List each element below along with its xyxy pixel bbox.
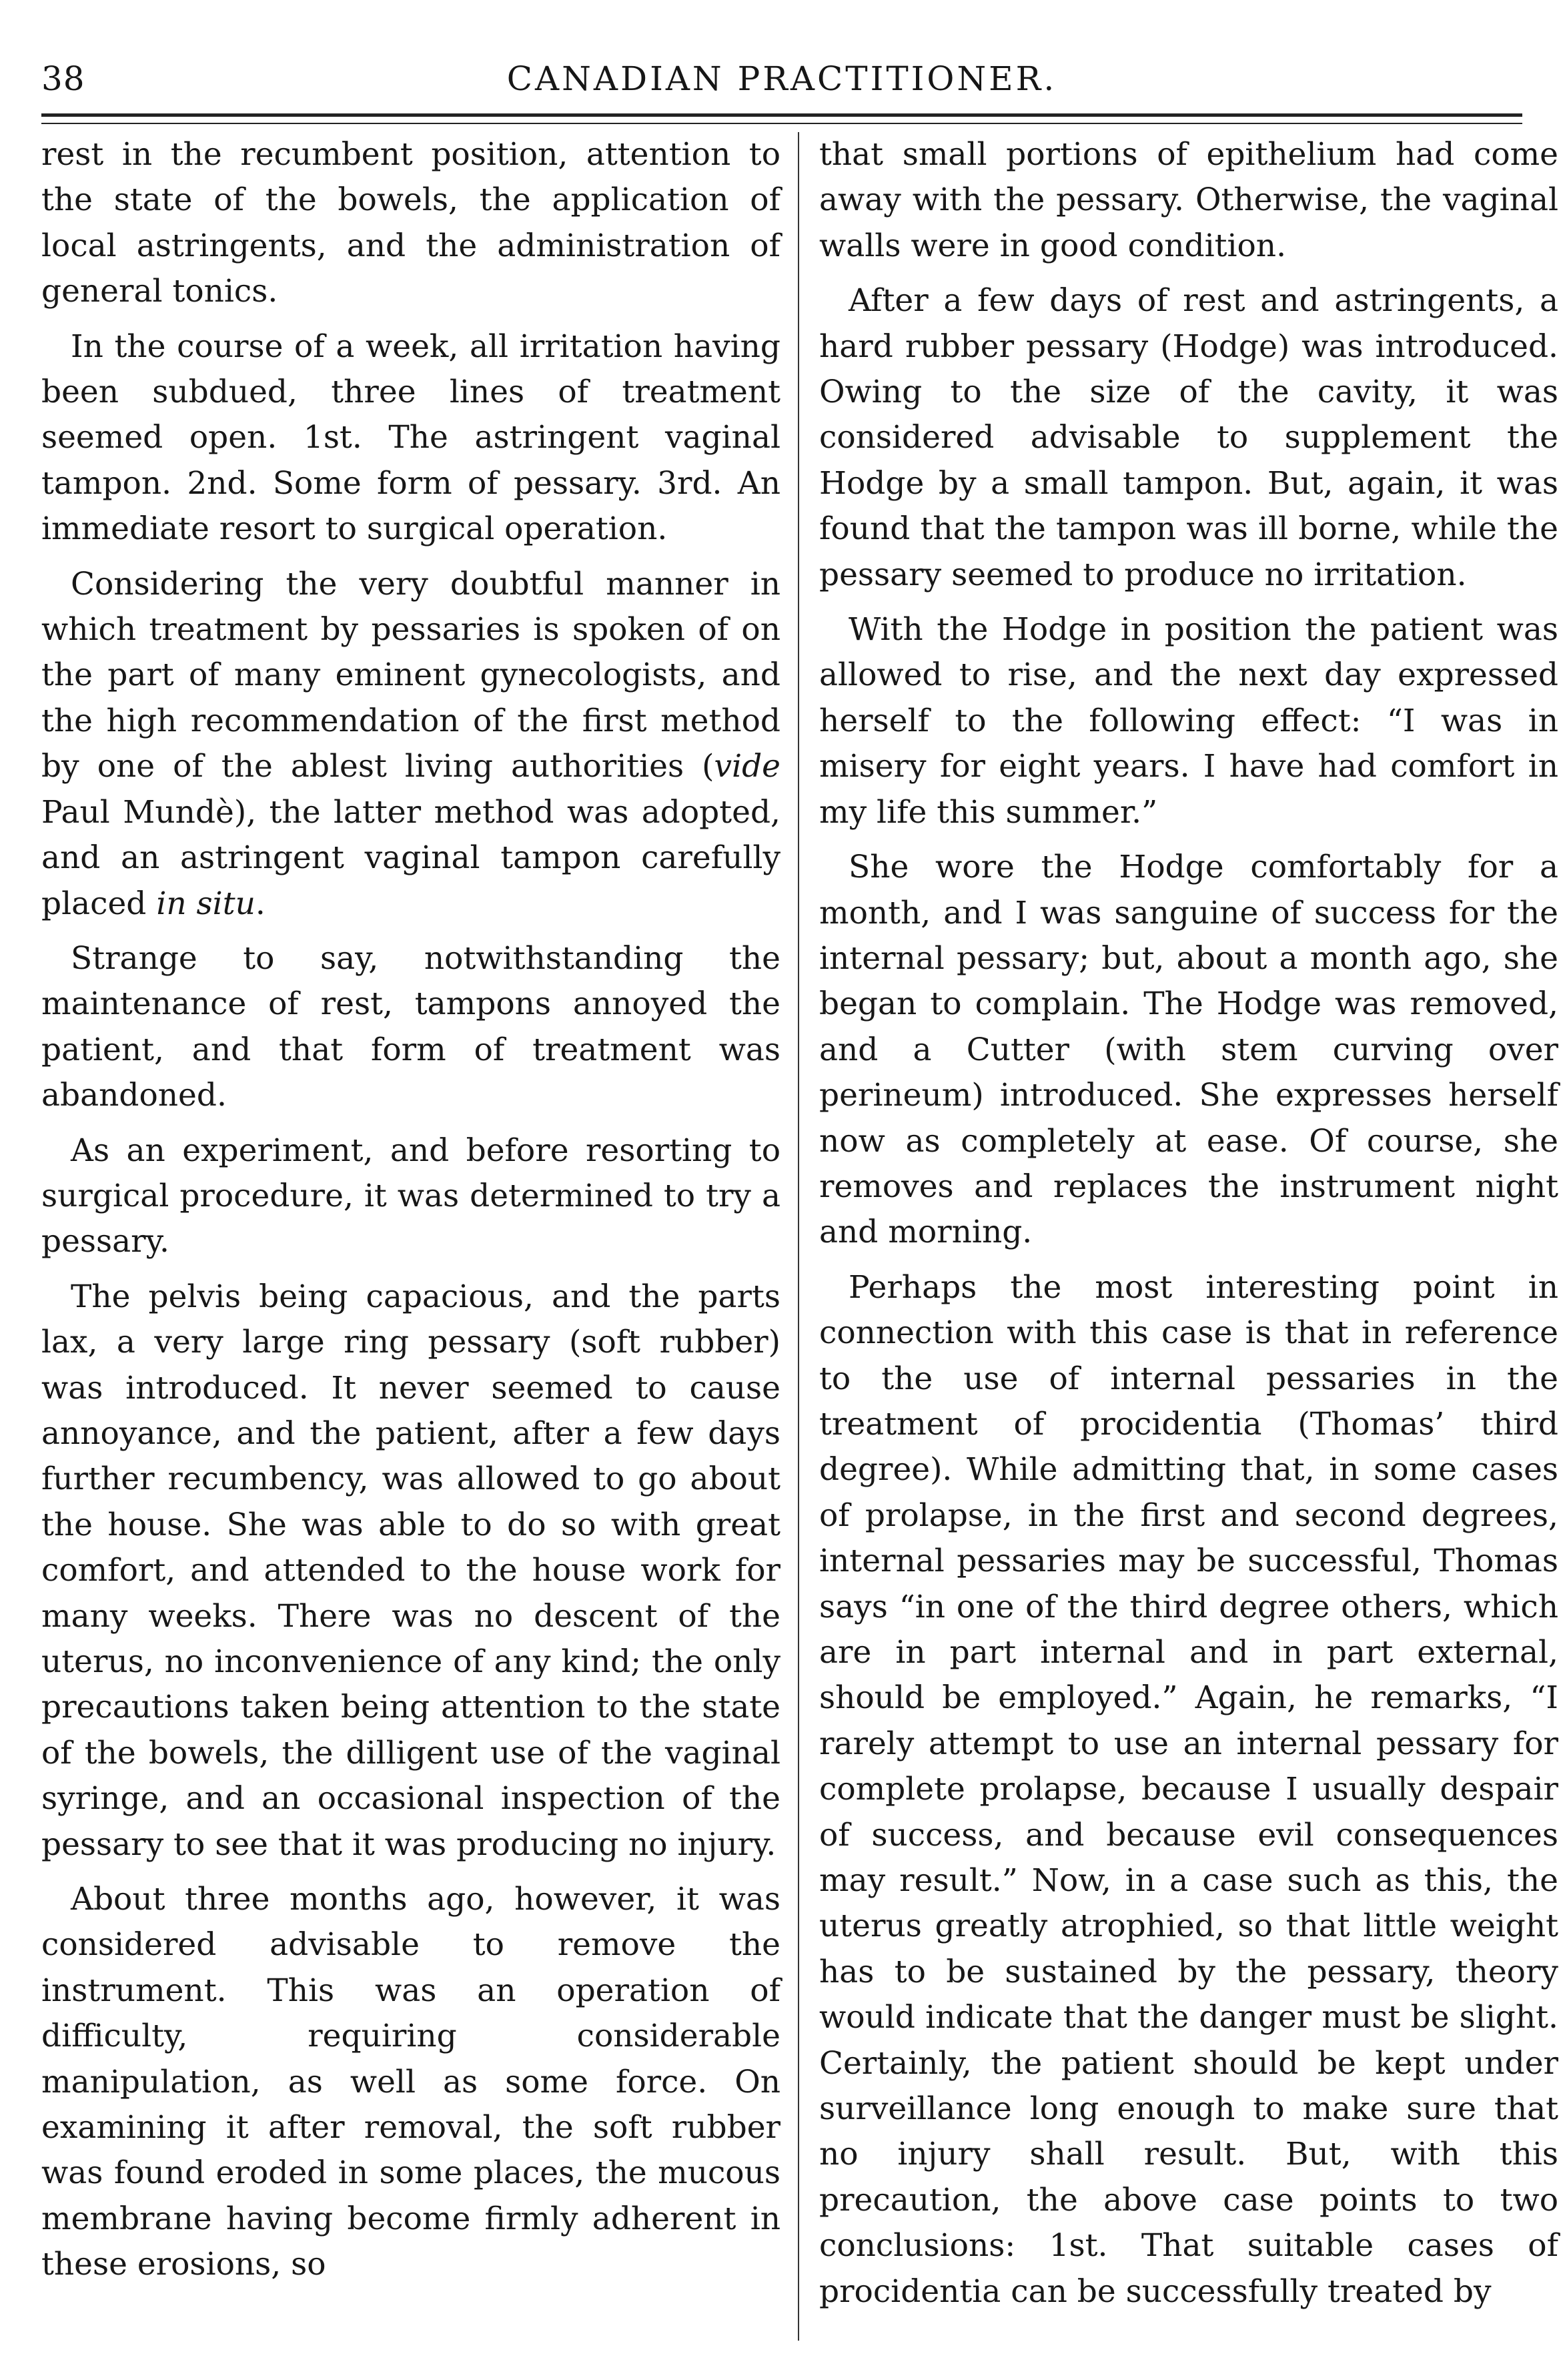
paragraph-continued: rest in the recumbent position, attention to the state of the bowels, the application of local astringents, and the administration of general tonics. [41, 136, 780, 310]
paragraph: In the course of a week, all irritation having been subdued, three lines of treatment seemed open. 1st. The astringent vaginal tampon. 2nd. Some form of pessary. 3rd. An immediate resort to surgical operation. [41, 328, 780, 548]
paragraph: With the Hodge in position the patient was allowed to rise, and the next day expressed herself to the following effect: “I was in misery for eight years. I have had comfort in my life this summer.” [819, 611, 1558, 831]
paragraph: Strange to say, notwithstanding the maintenance of rest, tampons annoyed the patient, and that form of treatment was abandoned. [41, 939, 780, 1114]
right-column [819, 132, 1558, 2324]
paragraph-continued: that small portions of epithelium had come away with the pessary. Otherwise, the vaginal walls were in good condition. [819, 136, 1558, 264]
text-run: Paul Mundè), the latter method was adopted, and an astringent vaginal tampon carefully placed [41, 793, 780, 922]
paragraph: She wore the Hodge comfortably for a month, and I was sanguine of success for the internal pessary; but, about a month ago, she began to complain. The Hodge was removed, and a Cutter (with stem curving over perineum) introduced. She expresses herself now as completely at ease. Of course, she removes and replaces the instrument night and morning. [819, 849, 1558, 1251]
italic-text: vide [714, 748, 780, 785]
paragraph: As an experiment, and before resorting to surgical procedure, it was determined to try a pessary. [41, 1132, 780, 1260]
page-header [41, 52, 1522, 105]
left-column [41, 132, 780, 2297]
header-rule-thin [41, 123, 1522, 124]
column-divider [798, 132, 799, 2341]
paragraph: After a few days of rest and astringents, a hard rubber pessary (Hodge) was introduced. Owing to the size of the cavity, it was considered advisable to supplement the Hodge by a small tampon. But, again, it was found that the tampon was ill borne, while the pessary seemed to produce no irritation. [819, 282, 1558, 593]
paragraph: The pelvis being capacious, and the parts lax, a very large ring pessary (soft rubber) was introduced. It never seemed to cause annoyance, and the patient, after a few days further recumbency, was allowed to go about the house. She was able to do so with great comfort, and attended to the house work for many weeks. There was no descent of the uterus, no inconvenience of any kind; the only precautions taken being attention to the state of the bowels, the dilligent use of the vaginal syringe, and an occasional inspection of the pessary to see that it was producing no injury. [41, 1278, 780, 1863]
text-run: . [255, 885, 266, 922]
italic-text: in situ [156, 885, 255, 922]
text-run: Considering the very doubtful manner in which treatment by pessaries is spoken of on the part of many eminent gynecologists, and the high recommendation of the first method by one of the ablest living authorities ( [41, 565, 780, 785]
paragraph: Perhaps the most interesting point in connection with this case is that in reference to the use of internal pessaries in the treatment of procidentia (Thomas’ third degree). While admitting that, in some cases of prolapse, in the first and second degrees, internal pessaries may be successful, Thomas says “in one of the third degree others, which are in part internal and in part external, should be employed.” Again, he remarks, “I rarely attempt to use an internal pessary for complete prolapse, because I usually despair of success, and because evil consequences may result.” Now, in a case such as this, the uterus greatly atrophied, so that little weight has to be sustained by the pessary, theory would indicate that the danger must be slight. Certainly, the patient should be kept under surveillance long enough to make sure that no injury shall result. But, with this precaution, the above case points to two conclusions: 1st. That suitable cases of procidentia can be successfully treated by [819, 1268, 1558, 2310]
page-number: 38 [41, 59, 85, 98]
paragraph [41, 562, 780, 927]
paragraph: About three months ago, however, it was considered advisable to remove the instrument. This was an operation of difficulty, requiring considerable manipulation, as well as some force. On examining it after removal, the soft rubber was found eroded in some places, the mucous membrane having become firmly adherent in these erosions, so [41, 1881, 780, 2283]
running-title: CANADIAN PRACTITIONER. [506, 59, 1057, 98]
header-rule-thick [41, 113, 1522, 117]
